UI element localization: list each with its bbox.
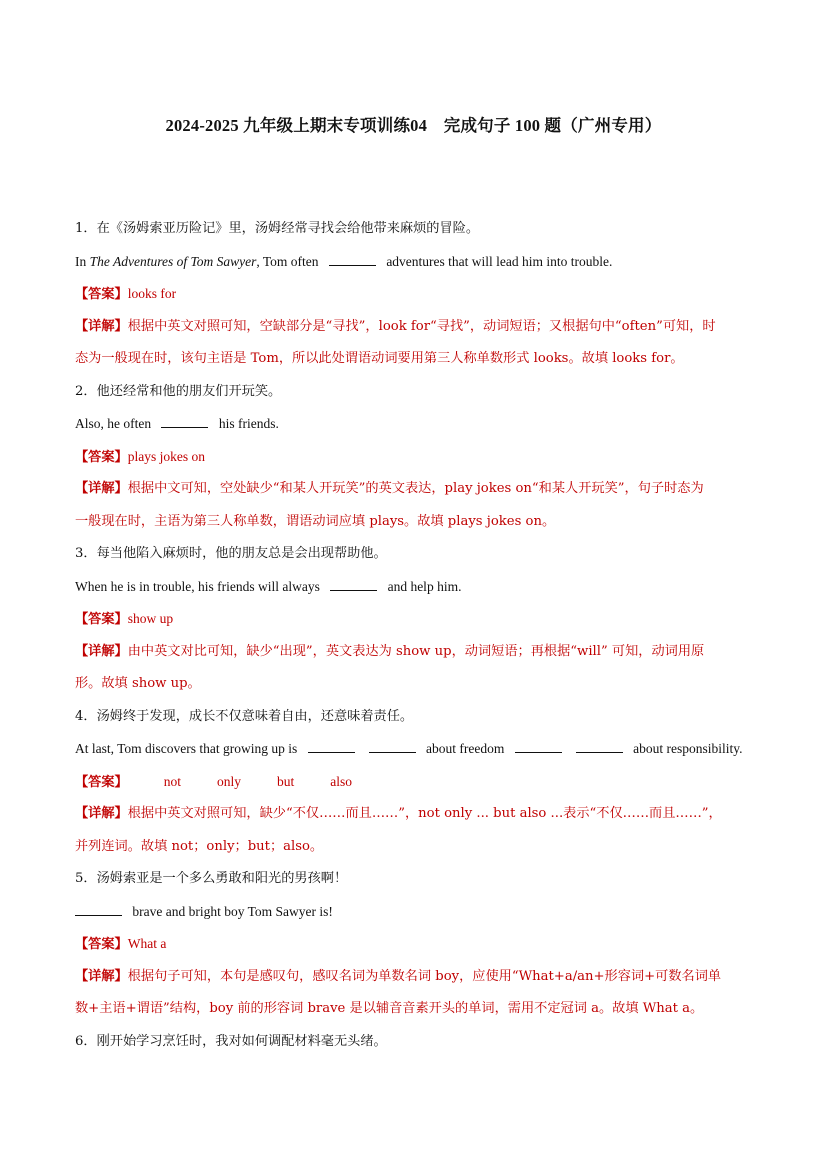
answer-blank [329,253,376,266]
question-4-detail-cont: 并列连词。故填 not；only；but；also。 [75,838,324,854]
answer-blank [161,415,208,428]
answer-blank [515,740,562,753]
question-3-english: When he is in trouble, his friends will always and help him. [75,578,462,594]
question-1-english: In The Adventures of Tom Sawyer, Tom often adventures that will lead him into trouble. [75,253,613,269]
detail-label: 【详解】 [75,481,128,496]
question-4-chinese: 4．汤姆终于发现，成长不仅意味着自由，还意味着责任。 [75,708,414,724]
answer-label: 【答案】 [75,449,128,465]
question-3-answer [75,603,755,636]
detail-label: 【详解】 [75,968,128,984]
book-title: The Adventures of Tom Sawyer [89,253,257,269]
answer-label: 【答案】 [75,612,128,627]
answer-text: What a [127,936,167,951]
answer-word: also [330,773,353,789]
answer-word: only [217,773,242,789]
answer-blank [576,740,623,753]
question-1-detail: 【详解】根据中英文对照可知，空缺部分是“寻找”，look for“寻找”，动词短语；又根据句中“often”可知，时 [75,318,716,334]
question-5-answer [75,928,755,961]
answer-blank [330,578,377,591]
question-2-answer [75,441,755,474]
question-2-chinese: 2．他还经常和他的朋友们开玩笑。 [75,383,282,399]
question-3-detail: 【详解】由中英文对比可知，缺少“出现”，英文表达为 show up，动词短语；再根据“will” 可知，动词用原 [75,643,705,659]
question-6-chinese: 6．刚开始学习烹饪时，我对如何调配材料毫无头绪。 [75,1033,387,1049]
question-4-answer [75,766,755,799]
answer-blank [369,740,416,753]
page-title: 2024-2025 九年级上期末专项训练04 完成句子 100 题（广州专用） [165,116,662,135]
question-5-detail: 【详解】根据句子可知，本句是感叹句，感叹名词为单数名词 boy，应使用“What+a/an+形容词+可数名词单 [75,968,722,984]
answer-word: but [277,773,295,789]
detail-label: 【详解】 [75,643,128,659]
question-5-chinese: 5．汤姆索亚是一个多么勇敢和阳光的男孩啊！ [75,871,348,886]
answer-label: 【答案】 [75,937,128,952]
question-5-detail-cont: 数+主语+谓语”结构，boy 前的形容词 brave 是以辅音音素开头的单词，需用不定冠词 a。故填 What a。 [75,1001,704,1016]
question-3-chinese: 3．每当他陷入麻烦时，他的朋友总是会出现帮助他。 [75,546,387,561]
answer-blank [75,903,122,916]
question-2-english: Also, he often his friends. [75,416,279,431]
answer-label: 【答案】 [75,287,128,302]
question-3-detail-cont: 形。故填 show up。 [75,676,201,691]
answer-label: 【答案】 [75,774,128,790]
answer-text: show up [127,611,174,626]
question-1-answer [75,278,755,311]
question-5-english: brave and bright boy Tom Sawyer is! [75,896,755,929]
answer-text: plays jokes on [127,448,205,464]
question-4-detail: 【详解】根据中英文对照可知，缺少“不仅……而且……”，not only ... but also ...表示“不仅……而且……”， [75,806,722,821]
detail-label: 【详解】 [75,318,128,334]
answer-blank [308,740,355,753]
question-2-detail: 【详解】根据中文可知，空处缺少“和某人开玩笑”的英文表达，play jokes on“和某人开玩笑”，句子时态为 [75,481,704,496]
question-1-chinese: 1．在《汤姆索亚历险记》里，汤姆经常寻找会给他带来麻烦的冒险。 [75,221,480,236]
answer-text: looks for [127,286,177,301]
question-2-detail-cont: 一般现在时，主语为第三人称单数，谓语动词应填 plays。故填 plays jokes on。 [75,513,556,529]
question-list [75,213,755,1058]
question-1-detail-cont: 态为一般现在时，该句主语是 Tom，所以此处谓语动词要用第三人称单数形式 looks。故填 looks for。 [75,351,684,366]
question-4-english: At last, Tom discovers that growing up is about freedom about responsibility. [75,741,743,756]
answer-word: not [163,773,182,789]
detail-label: 【详解】 [75,806,128,821]
